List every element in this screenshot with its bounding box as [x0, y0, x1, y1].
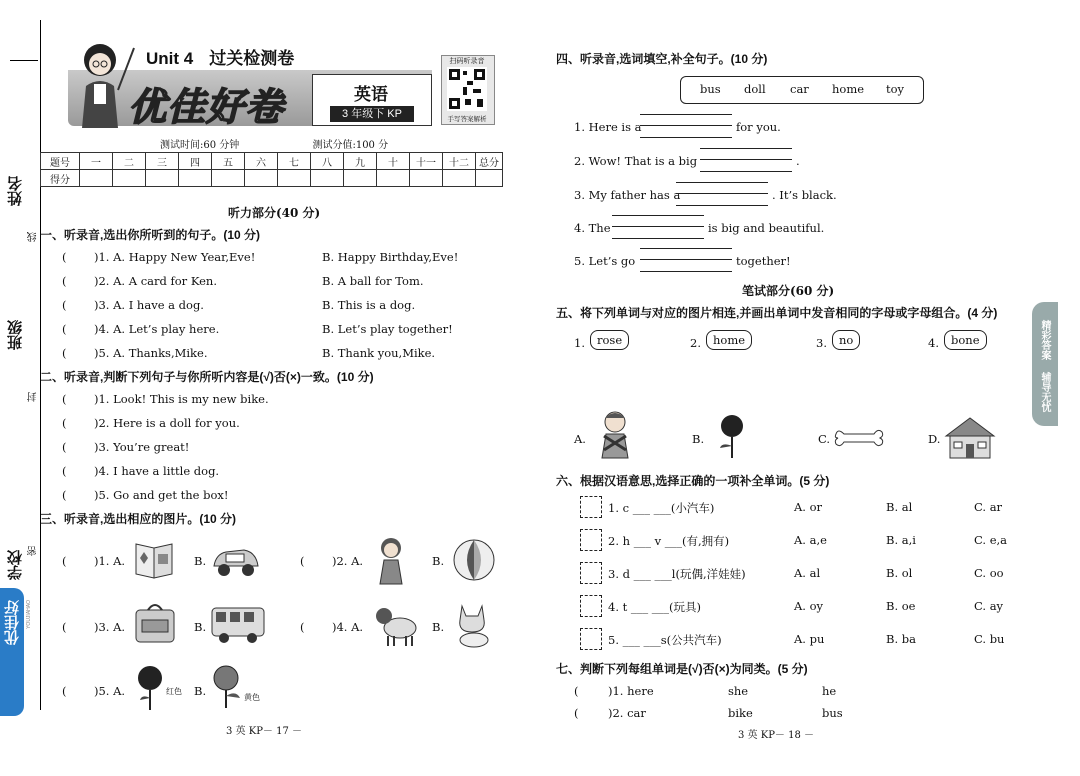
s6-option-a: A. a,e	[794, 533, 827, 547]
qr-code-icon[interactable]	[447, 67, 487, 111]
answer-paren[interactable]: (	[300, 620, 305, 634]
section-7-title: 七、判断下列每组单词是(√)否(×)为同类。(5 分)	[556, 662, 808, 676]
s6-option-a: A. pu	[794, 632, 825, 646]
s3-item-5: )5. A.	[94, 684, 126, 698]
s4-sentence-start: 4. The	[574, 221, 611, 235]
blank-midline	[640, 259, 732, 260]
score-cell[interactable]	[344, 170, 377, 187]
s4-sentence-start: 2. Wow! That is a big	[574, 154, 698, 168]
exam-info	[160, 136, 458, 151]
answer-dashed-box[interactable]	[580, 529, 602, 551]
s1-option-b: B. A ball for Tom.	[322, 274, 424, 288]
score-table-header: 总分	[476, 153, 503, 170]
score-table-header: 二	[113, 153, 146, 170]
section-5-title: 五、将下列单词与对应的图片相连,并画出单词中发音相同的字母或字母组合。(4 分)	[556, 306, 998, 320]
bone-icon[interactable]	[834, 428, 884, 448]
birthday-card-icon[interactable]	[132, 538, 176, 582]
s5-pic-label: C.	[818, 432, 831, 446]
s6-option-b: B. ba	[886, 632, 916, 646]
toy-car-icon[interactable]	[210, 540, 262, 580]
rose-icon[interactable]	[714, 414, 750, 460]
s2-sentence: )5. Go and get the box!	[94, 488, 229, 502]
section-3-title: 三、听录音,选出相应的图片。(10 分)	[40, 512, 237, 526]
s6-question: 1. c ___ ___(小汽车)	[608, 501, 715, 515]
s5-pic-label: B.	[692, 432, 705, 446]
score-cell[interactable]	[377, 170, 410, 187]
answer-paren[interactable]: (	[62, 464, 67, 478]
answer-dashed-box[interactable]	[580, 595, 602, 617]
answer-paren[interactable]: (	[62, 274, 67, 288]
class-label: 班级	[6, 320, 24, 350]
s2-sentence: )2. Here is a doll for you.	[94, 416, 240, 430]
s6-option-a: A. or	[794, 500, 823, 514]
unit-title: Unit 4 过关检测卷	[146, 49, 295, 68]
score-table-header: 六	[245, 153, 278, 170]
s7-word-2: she	[728, 684, 749, 698]
s6-option-b: B. oe	[886, 599, 916, 613]
s6-option-c: C. ay	[974, 599, 1004, 613]
fill-blank[interactable]	[676, 182, 768, 206]
score-row-label: 得分	[41, 170, 80, 187]
answer-dashed-box[interactable]	[580, 628, 602, 650]
score-table-header: 九	[344, 153, 377, 170]
beach-ball-icon[interactable]	[452, 538, 496, 582]
s6-option-a: A. al	[794, 566, 821, 580]
house-icon[interactable]	[944, 414, 996, 460]
answer-dashed-box[interactable]	[580, 562, 602, 584]
score-table-header: 十	[377, 153, 410, 170]
s5-word-pill[interactable]: rose	[590, 330, 629, 350]
answer-paren[interactable]: (	[574, 684, 579, 698]
answer-paren[interactable]: (	[62, 346, 67, 360]
exam-score: 测试分值:100 分	[312, 140, 389, 151]
s7-word-2: bike	[728, 706, 753, 720]
answer-paren[interactable]: (	[62, 250, 67, 264]
fill-blank[interactable]	[640, 248, 732, 272]
score-cell[interactable]	[443, 170, 476, 187]
s5-word-number: 1.	[574, 336, 585, 350]
side-tab-text-2: 辅导无忧	[1039, 372, 1050, 412]
s5-word-pill[interactable]: bone	[944, 330, 987, 350]
s5-word-number: 4.	[928, 336, 939, 350]
yellow-flower-icon[interactable]	[206, 664, 246, 710]
score-table-header: 七	[278, 153, 311, 170]
s4-sentence-start: 1. Here is a	[574, 120, 642, 134]
word-bank-item: car	[790, 82, 809, 96]
binding-line	[40, 20, 41, 710]
s4-sentence-end: together!	[736, 254, 791, 268]
answer-paren[interactable]: (	[300, 554, 305, 568]
listening-title: 听力部分(40 分)	[228, 206, 321, 220]
fill-blank[interactable]	[700, 148, 792, 172]
section-6-title: 六、根据汉语意思,选择正确的一项补全单词。(5 分)	[556, 474, 830, 488]
s6-question: 5. ___ ___s(公共汽车)	[608, 633, 722, 647]
s6-option-b: B. a,i	[886, 533, 916, 547]
s1-option-a: )3. A. I have a dog.	[94, 298, 204, 312]
doll-icon[interactable]	[374, 536, 408, 586]
s3-option-b: B.	[194, 554, 207, 568]
school-label: 学校	[6, 550, 24, 580]
answer-paren[interactable]: (	[62, 392, 67, 406]
score-cell[interactable]	[113, 170, 146, 187]
answer-paren[interactable]: (	[62, 488, 67, 502]
score-cell[interactable]	[212, 170, 245, 187]
score-cell[interactable]	[179, 170, 212, 187]
s5-word-pill[interactable]: home	[706, 330, 752, 350]
answer-paren[interactable]: (	[62, 684, 67, 698]
s3-option-b: B.	[432, 554, 445, 568]
answer-paren[interactable]: (	[62, 440, 67, 454]
s3-option-b: B.	[194, 620, 207, 634]
score-cell[interactable]	[311, 170, 344, 187]
brand-logo-text: 优佳好	[4, 600, 21, 645]
blank-midline	[612, 226, 704, 227]
fill-blank[interactable]	[640, 114, 732, 138]
subject-label: 英语	[354, 85, 388, 104]
red-rose-icon[interactable]	[134, 664, 166, 712]
s4-sentence-end: .	[796, 154, 800, 168]
s6-option-c: C. oo	[974, 566, 1004, 580]
answer-paren[interactable]: (	[62, 554, 67, 568]
cat-icon[interactable]	[452, 602, 496, 648]
s6-option-b: B. al	[886, 500, 913, 514]
score-cell[interactable]	[278, 170, 311, 187]
s3-item-2: )2. A.	[332, 554, 364, 568]
s3-item-4: )4. A.	[332, 620, 364, 634]
s4-sentence-start: 3. My father has a	[574, 188, 681, 202]
s1-option-a: )1. A. Happy New Year,Eve!	[94, 250, 256, 264]
score-cell[interactable]	[410, 170, 443, 187]
s5-word-number: 3.	[816, 336, 827, 350]
s1-option-b: B. Happy Birthday,Eve!	[322, 250, 459, 264]
s2-sentence: )3. You’re great!	[94, 440, 190, 454]
s6-option-b: B. ol	[886, 566, 913, 580]
exam-time: 测试时间:60 分钟	[160, 140, 240, 151]
s5-pic-label: A.	[574, 432, 586, 446]
school-bag-icon[interactable]	[130, 600, 180, 646]
s3-option-b: B.	[432, 620, 445, 634]
brand-logo-subtext: YOUJIAHAO	[26, 600, 32, 629]
name-label: 姓名	[6, 176, 24, 206]
s1-option-a: )2. A. A card for Ken.	[94, 274, 217, 288]
side-tab-text-1: 精彩答案	[1039, 320, 1050, 360]
word-bank-item: doll	[744, 82, 766, 96]
s5-word-number: 2.	[690, 336, 701, 350]
s1-option-a: )5. A. Thanks,Mike.	[94, 346, 208, 360]
section-4-title: 四、听录音,选词填空,补全句子。(10 分)	[556, 52, 768, 66]
score-table-header: 十二	[443, 153, 476, 170]
qr-caption-bottom: 手写答案解析	[447, 116, 487, 123]
s1-option-a: )4. A. Let’s play here.	[94, 322, 220, 336]
yellow-label: 黄色	[244, 693, 260, 702]
score-cell[interactable]	[245, 170, 278, 187]
score-table-header: 四	[179, 153, 212, 170]
word-bank-item: toy	[886, 82, 905, 96]
answer-paren[interactable]: (	[62, 298, 67, 312]
boy-saying-no-icon[interactable]	[596, 410, 634, 460]
word-bank-item: home	[832, 82, 865, 96]
s6-option-c: C. bu	[974, 632, 1005, 646]
s7-word-3: bus	[822, 706, 843, 720]
s6-question: 4. t ___ ___(玩具)	[608, 600, 702, 614]
s4-sentence-start: 5. Let’s go	[574, 254, 636, 268]
s1-option-b: B. This is a dog.	[322, 298, 416, 312]
grade-label: 3 年级下 KP	[330, 106, 414, 122]
s6-question: 2. h ___ v ___(有,拥有)	[608, 534, 730, 548]
word-bank-item: bus	[700, 82, 721, 96]
score-cell[interactable]	[476, 170, 503, 187]
fill-blank[interactable]	[612, 215, 704, 239]
answer-dashed-box[interactable]	[580, 496, 602, 518]
s7-word-1: )1. here	[608, 684, 654, 698]
section-1-title: 一、听录音,选出你所听到的句子。(10 分)	[40, 228, 261, 242]
score-table	[40, 152, 503, 187]
writing-title: 笔试部分(60 分)	[742, 284, 835, 298]
seal-label-2: 封	[28, 392, 39, 402]
score-table-header: 五	[212, 153, 245, 170]
bus-icon[interactable]	[210, 604, 266, 644]
s3-item-3: )3. A.	[94, 620, 126, 634]
seal-label-3: 密	[28, 546, 39, 556]
score-table-header: 三	[146, 153, 179, 170]
score-table-header: 十一	[410, 153, 443, 170]
s7-word-3: he	[822, 684, 837, 698]
answer-paren[interactable]: (	[62, 322, 67, 336]
s4-sentence-end: . It’s black.	[772, 188, 837, 202]
section-2-title: 二、听录音,判断下列句子与你所听内容是(√)否(×)一致。(10 分)	[40, 370, 374, 384]
s4-sentence-end: for you.	[736, 120, 781, 134]
s6-option-c: C. e,a	[974, 533, 1008, 547]
score-cell[interactable]	[146, 170, 179, 187]
blank-midline	[700, 159, 792, 160]
seal-label-1: 线	[28, 232, 39, 242]
s6-option-a: A. oy	[794, 599, 824, 613]
s3-item-1: )1. A.	[94, 554, 126, 568]
red-label: 红色	[166, 687, 182, 696]
page-number-right: 3 英 KP－ 18 －	[738, 730, 815, 741]
answer-paren[interactable]: (	[62, 620, 67, 634]
blank-midline	[640, 125, 732, 126]
answer-paren[interactable]: (	[62, 416, 67, 430]
s6-question: 3. d ___ ___l(玩偶,洋娃娃)	[608, 567, 746, 581]
page-number-left: 3 英 KP－ 17 －	[226, 726, 303, 737]
blank-midline	[676, 193, 768, 194]
score-table-header: 题号	[41, 153, 80, 170]
score-cell[interactable]	[80, 170, 113, 187]
score-table-header: 八	[311, 153, 344, 170]
s6-option-c: C. ar	[974, 500, 1003, 514]
name-underline	[10, 60, 38, 61]
brand-title: 优佳好卷	[128, 87, 285, 129]
qr-caption-top: 扫码听录音	[449, 58, 485, 65]
dog-icon[interactable]	[372, 602, 422, 648]
s2-sentence: )4. I have a little dog.	[94, 464, 220, 478]
score-table-header: 一	[80, 153, 113, 170]
s5-pic-label: D.	[928, 432, 941, 446]
s3-option-b: B.	[194, 684, 207, 698]
s7-word-1: )2. car	[608, 706, 646, 720]
s5-word-pill[interactable]: no	[832, 330, 860, 350]
answer-paren[interactable]: (	[574, 706, 579, 720]
s2-sentence: )1. Look! This is my new bike.	[94, 392, 269, 406]
s4-sentence-end: is big and beautiful.	[708, 221, 825, 235]
s1-option-b: B. Thank you,Mike.	[322, 346, 436, 360]
s1-option-b: B. Let’s play together!	[322, 322, 453, 336]
